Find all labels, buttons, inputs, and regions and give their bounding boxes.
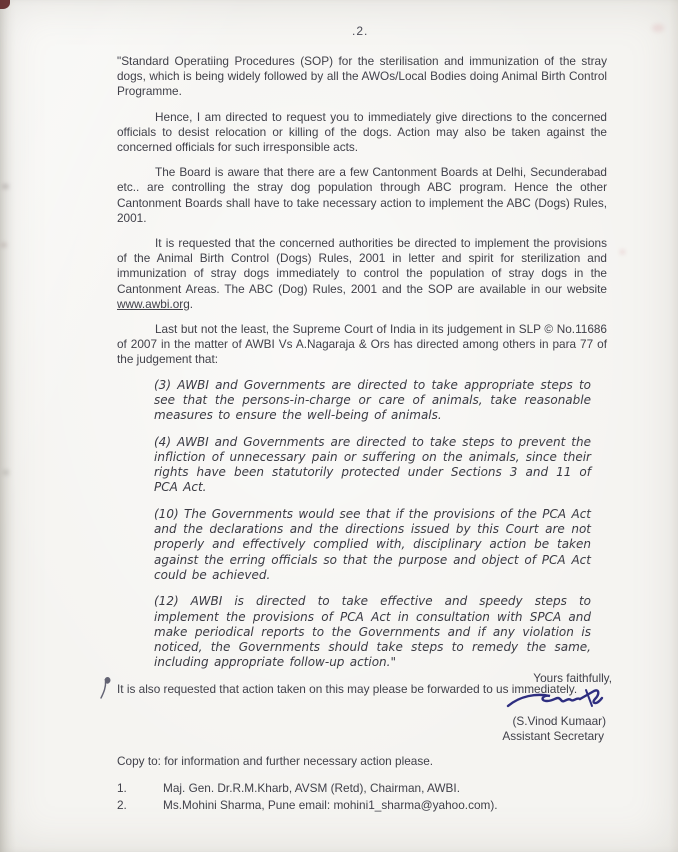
judgement-quotes — [154, 378, 591, 671]
copy-recipient-number: 1. — [117, 781, 127, 795]
paragraph-cantonment-boards: The Board is aware that there are a few Cantonment Boards at Delhi, Secunderabad etc.. are controlling the stray dog population through ABC program. Hence the other Cantonment Boards shall have to take necessary action to implement the ABC (Dogs) Rules, 2001. — [117, 165, 607, 225]
page-number: .2. — [352, 24, 369, 38]
paragraph-supreme-court: Last but not the least, the Supreme Court of India in its judgement in SLP © No.11686 of 2007 in the matter of AWBI Vs A.Nagaraja & Ors has directed among others in para 77 of the judgement that: — [117, 322, 607, 367]
quote-para-4: (4) AWBI and Governments are directed to take steps to prevent the infliction of unnecessary pain or suffering on the animals, since their rights have been statutorily protected under Sections 3 and 11 of PCA Act. — [154, 434, 591, 495]
paragraph-hence: Hence, I am directed to request you to immediately give directions to the concerned officials to desist relocation or killing of the dogs. Action may also be taken against the concerned officials for such irresponsible acts. — [117, 109, 607, 155]
copy-recipient-row — [117, 780, 627, 797]
scan-smudge — [620, 250, 625, 254]
quote-para-3: (3) AWBI and Governments are directed to take appropriate steps to see that the persons-in-charge or care of animals, take reasonable measures to ensure the well-being of animals. — [154, 377, 591, 423]
handwritten-signature-icon — [506, 686, 610, 716]
copy-to-list — [117, 780, 627, 814]
paragraph-sop: "Standard Operatiing Procedures (SOP) for the sterilisation and immunization of the stray dogs, which is being widely followed by all the AWOs/Local Bodies doing Animal Birth Control Programme. — [117, 54, 607, 99]
scan-smudge — [1, 243, 7, 247]
copy-to-section — [117, 754, 627, 814]
quote-para-12: (12) AWBI is directed to take effective and speedy steps to implement the provisions of PCA Act in consultation with SPCA and make periodical reports to the Governments and if any violation is noticed, the Governments should take steps to remedy the same, including appropriate follow-up action." — [154, 594, 591, 670]
copy-recipient-number: 2. — [117, 797, 127, 812]
scan-smudge — [3, 470, 9, 475]
pen-tick-mark — [96, 674, 114, 705]
copy-recipient-row — [117, 797, 627, 814]
paragraph-abc-rules-period: . — [189, 296, 194, 311]
signature-block — [444, 671, 614, 744]
copy-recipient-name: Ms.Mohini Sharma, Pune email: mohini1_sharma@yahoo.com). — [163, 797, 498, 812]
scan-smudge — [2, 184, 9, 189]
scan-corner-artifact — [0, 0, 10, 9]
paragraph-abc-rules — [117, 236, 607, 312]
letter-body — [117, 54, 607, 707]
pen-tick-icon — [96, 674, 114, 700]
scan-smudge — [652, 24, 664, 32]
valediction: Yours faithfully, — [533, 671, 612, 685]
sender-title: Assistant Secretary — [502, 729, 604, 743]
quote-para-10: (10) The Governments would see that if the provisions of the PCA Act and the declarations and the directions issued by this Court are not properly and effectively complied with, disciplinary action be taken against the erring officials so that the purpose and object of PCA Act could be achieved. — [154, 506, 591, 582]
closing-request: It is also requested that action taken on this may please be forwarded to us immediately. — [117, 681, 578, 696]
paragraph-abc-rules-text: It is requested that the concerned authorities be directed to implement the provisions of the Animal Birth Control (Dogs) Rules, 2001 in letter and spirit for sterilization and immunization of stray dogs immediately to control the population of stray dogs in the Cantonment Areas. The ABC (Dog) Rules, 2001 and the SOP are available in our website — [117, 236, 607, 296]
awbi-website-link: www.awbi.org — [117, 296, 190, 311]
copy-recipient-name: Maj. Gen. Dr.R.M.Kharb, AVSM (Retd), Chairman, AWBI. — [163, 781, 460, 795]
sender-name: (S.Vinod Kumaar) — [512, 714, 606, 728]
copy-to-heading: Copy to: for information and further necessary action please. — [117, 754, 434, 768]
